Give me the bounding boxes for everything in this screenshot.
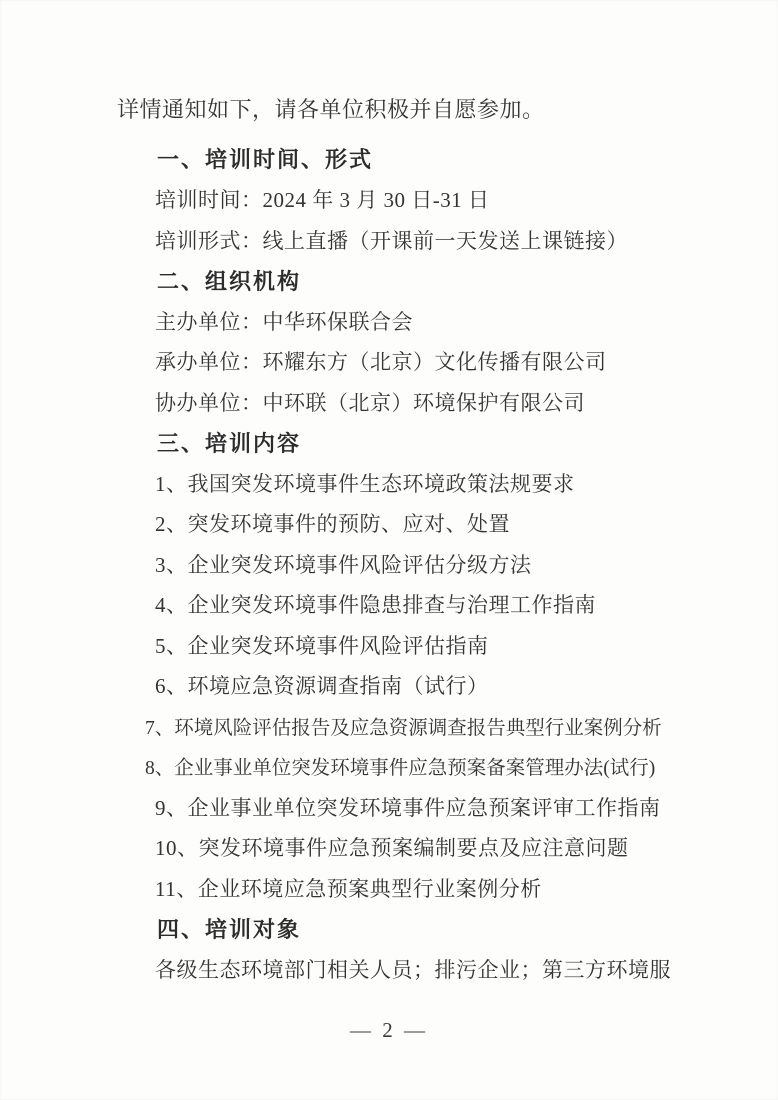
- content-item-9: 9、企业事业单位突发环境事件应急预案评审工作指南: [155, 795, 661, 820]
- page-number: — 2 —: [350, 1018, 428, 1042]
- section-2-heading: 二、组织机构: [157, 268, 302, 294]
- content-item-4: 4、企业突发环境事件隐患排查与治理工作指南: [155, 593, 596, 618]
- section-4-heading: 四、培训对象: [157, 916, 302, 942]
- section-1-heading: 一、培训时间、形式: [157, 147, 374, 173]
- audience-line: 各级生态环境部门相关人员；排污企业；第三方环境服: [155, 957, 671, 982]
- content-item-7: 7、环境风险评估报告及应急资源调查报告典型行业案例分析: [145, 717, 662, 739]
- content-item-10: 10、突发环境事件应急预案编制要点及应注意问题: [155, 836, 629, 861]
- content-item-11: 11、企业环境应急预案典型行业案例分析: [155, 876, 542, 901]
- content-item-3: 3、企业突发环境事件风险评估分级方法: [155, 552, 532, 577]
- training-format-line: 培训形式：线上直播（开课前一天发送上课链接）: [155, 228, 628, 253]
- content-item-6: 6、环境应急资源调查指南（试行）: [155, 674, 489, 699]
- document-body: [117, 88, 717, 989]
- section-3-heading: 三、培训内容: [157, 430, 302, 456]
- training-time-line: 培训时间：2024 年 3 月 30 日-31 日: [155, 188, 490, 213]
- content-item-8: 8、企业事业单位突发环境事件应急预案备案管理办法(试行): [145, 758, 656, 780]
- content-item-1: 1、我国突发环境事件生态环境政策法规要求: [155, 471, 575, 496]
- content-item-2: 2、突发环境事件的预防、应对、处置: [155, 512, 510, 537]
- host-unit-line: 主办单位：中华环保联合会: [155, 309, 413, 334]
- co-organizer-unit-line: 协办单位：中环联（北京）环境保护有限公司: [155, 390, 585, 415]
- intro-paragraph: 详情通知如下，请各单位积极并自愿参加。: [117, 96, 545, 122]
- content-item-5: 5、企业突发环境事件风险评估指南: [155, 633, 489, 658]
- organizer-unit-line: 承办单位：环耀东方（北京）文化传播有限公司: [155, 350, 607, 375]
